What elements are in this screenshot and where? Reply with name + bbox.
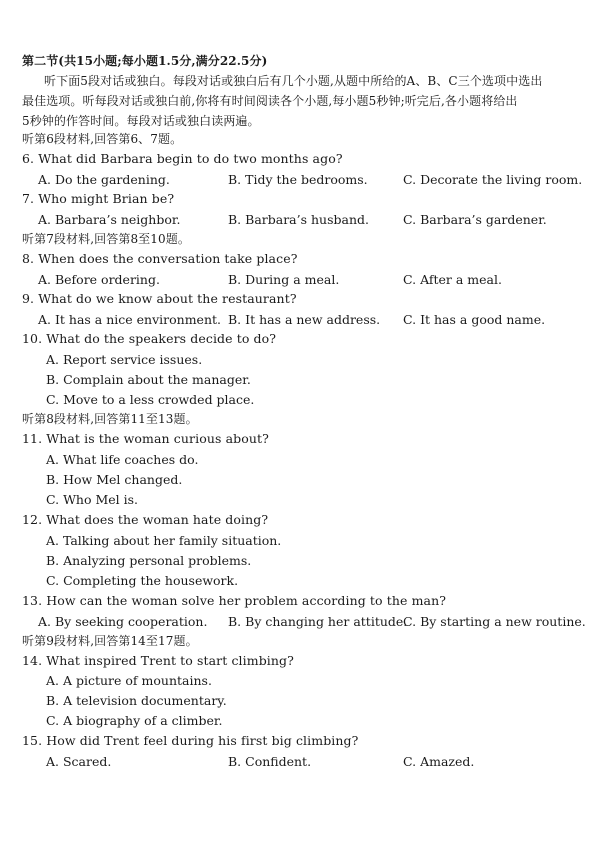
question-7-stem: 7. Who might Brian be? <box>22 191 175 206</box>
instruction-line-2: 最佳选项。听每段对话或独白前,你将有时间阅读各个小题,每小题5秒钟;听完后,各小题将给出 <box>22 94 518 108</box>
group-label-6: 听第6段材料,回答第6、7题。 <box>22 132 183 146</box>
question-10-option-b: B. Complain about the manager. <box>46 372 251 387</box>
question-8-stem: 8. When does the conversation take place? <box>22 251 298 266</box>
question-14-option-a: A. A picture of mountains. <box>46 673 212 688</box>
question-10-option-a: A. Report service issues. <box>46 352 203 367</box>
question-15-option-c: C. Amazed. <box>403 754 475 769</box>
question-6-stem: 6. What did Barbara begin to do two months ago? <box>22 151 343 166</box>
question-9-option-c: C. It has a good name. <box>403 312 546 327</box>
question-9-option-a: A. It has a nice environment. <box>38 312 222 327</box>
question-14-option-b: B. A television documentary. <box>46 693 227 708</box>
question-8-option-a: A. Before ordering. <box>38 272 160 287</box>
group-label-9: 听第9段材料,回答第14至17题。 <box>22 634 198 648</box>
question-12-option-c: C. Completing the housework. <box>46 573 239 588</box>
question-9-option-b: B. It has a new address. <box>228 312 381 327</box>
question-10-option-c: C. Move to a less crowded place. <box>46 392 255 407</box>
question-7-option-b: B. Barbara’s husband. <box>228 212 369 227</box>
question-9-stem: 9. What do we know about the restaurant? <box>22 291 297 306</box>
question-10-stem: 10. What do the speakers decide to do? <box>22 331 277 346</box>
question-12-option-b: B. Analyzing personal problems. <box>46 553 252 568</box>
question-11-option-a: A. What life coaches do. <box>46 452 199 467</box>
question-11-stem: 11. What is the woman curious about? <box>22 431 269 446</box>
section-title: 第二节(共15小题;每小题1.5分,满分22.5分) <box>22 54 268 68</box>
question-8-option-c: C. After a meal. <box>403 272 502 287</box>
question-15-option-a: A. Scared. <box>46 754 112 769</box>
question-11-option-b: B. How Mel changed. <box>46 472 183 487</box>
group-label-8: 听第8段材料,回答第11至13题。 <box>22 412 198 426</box>
question-13-option-b: B. By changing her attitude. <box>228 614 408 629</box>
question-6-option-c: C. Decorate the living room. <box>403 172 583 187</box>
question-6-option-a: A. Do the gardening. <box>38 172 170 187</box>
question-13-stem: 13. How can the woman solve her problem according to the man? <box>22 593 447 608</box>
instruction-line-3: 5秒钟的作答时间。每段对话或独白读两遍。 <box>22 114 260 128</box>
question-6-option-b: B. Tidy the bedrooms. <box>228 172 368 187</box>
question-13-option-c: C. By starting a new routine. <box>403 614 586 629</box>
question-14-stem: 14. What inspired Trent to start climbing? <box>22 653 294 668</box>
group-label-7: 听第7段材料,回答第8至10题。 <box>22 232 190 246</box>
question-12-stem: 12. What does the woman hate doing? <box>22 512 269 527</box>
question-13-option-a: A. By seeking cooperation. <box>38 614 208 629</box>
question-15-option-b: B. Confident. <box>228 754 312 769</box>
instruction-line-1: 听下面5段对话或独白。每段对话或独白后有几个小题,从题中所给的A、B、C三个选项中选出 <box>44 74 543 88</box>
question-7-option-a: A. Barbara’s neighbor. <box>38 212 181 227</box>
question-7-option-c: C. Barbara’s gardener. <box>403 212 547 227</box>
question-14-option-c: C. A biography of a climber. <box>46 713 223 728</box>
question-8-option-b: B. During a meal. <box>228 272 340 287</box>
question-11-option-c: C. Who Mel is. <box>46 492 139 507</box>
question-12-option-a: A. Talking about her family situation. <box>46 533 282 548</box>
question-15-stem: 15. How did Trent feel during his first big climbing? <box>22 733 359 748</box>
